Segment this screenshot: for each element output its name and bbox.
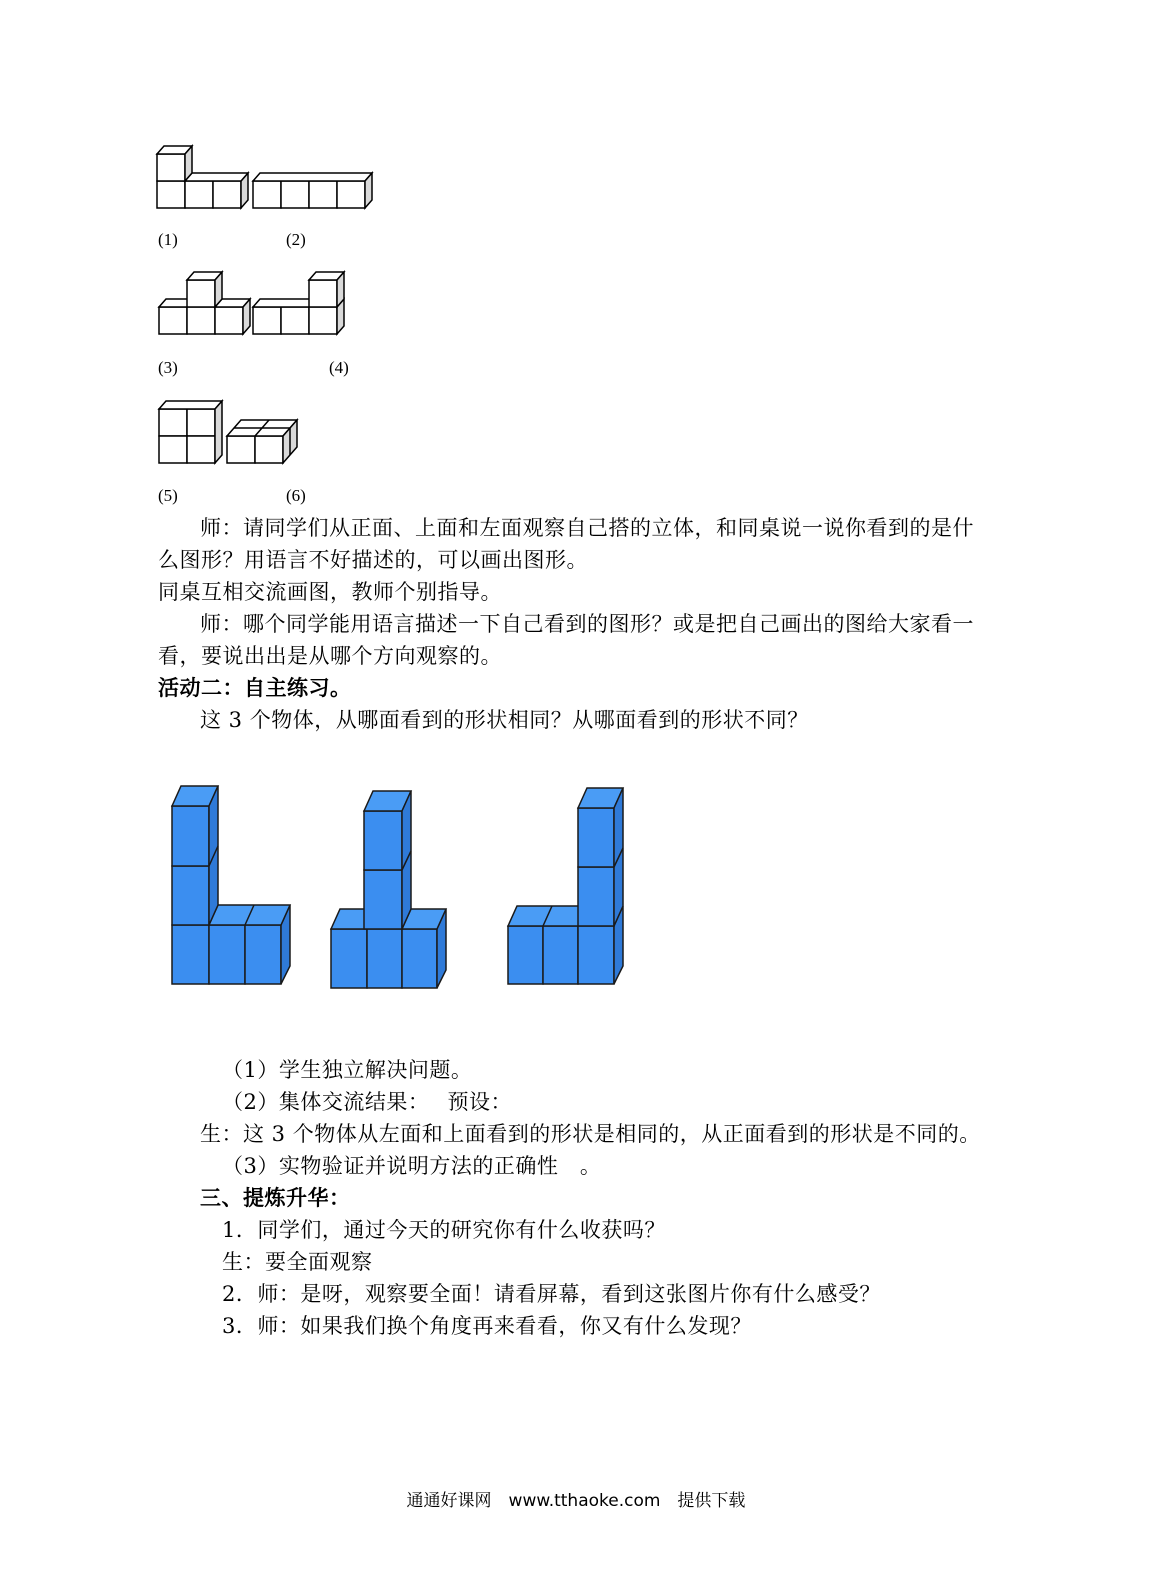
blue-figure-right [508, 788, 623, 984]
question-3: 3．师：如果我们换个角度再来看看，你又有什么发现？ [222, 1314, 752, 1338]
figure-label-2: (2) [286, 230, 306, 249]
figure-label-5: (5) [158, 486, 178, 505]
figure-label-6: (6) [286, 486, 306, 505]
step-2: （2）集体交流结果： 预设： [222, 1090, 513, 1114]
question-2: 2．师：是呀，观察要全面！请看屏幕，看到这张图片你有什么感受？ [222, 1282, 881, 1306]
step-3: （3）实物验证并说明方法的正确性 。 [222, 1154, 602, 1178]
paragraph-3-line-1: 师：哪个同学能用语言描述一下自己看到的图形？或是把自己画出的图给大家看一 [200, 612, 974, 636]
step-1: （1）学生独立解决问题。 [222, 1058, 473, 1082]
paragraph-3-line-2: 看，要说出出是从哪个方向观察的。 [158, 644, 502, 668]
figure-label-1: (1) [158, 230, 178, 249]
student-answer: 生：这 3 个物体从左面和上面看到的形状是相同的，从正面看到的形状是不同的。 [200, 1122, 981, 1146]
blue-figure-middle [331, 791, 446, 988]
paragraph-2: 同桌互相交流画图，教师个别指导。 [158, 580, 502, 604]
paragraph-1-line-1: 师：请同学们从正面、上面和左面观察自己搭的立体，和同桌说一说你看到的是什 [200, 516, 974, 540]
question-1: 1．同学们，通过今天的研究你有什么收获吗？ [222, 1218, 666, 1242]
blue-figure-left [172, 786, 290, 984]
heading-section-three: 三、提炼升华： [200, 1185, 351, 1210]
heading-activity-two: 活动二：自主练习。 [158, 675, 352, 700]
paragraph-1-line-2: 么图形？用语言不好描述的，可以画出图形。 [158, 548, 588, 572]
answer-1: 生：要全面观察 [222, 1250, 373, 1274]
figure-label-3: (3) [158, 358, 178, 377]
page-footer: 通通好课网 www.tthaoke.com 提供下载 [406, 1491, 746, 1511]
paragraph-4: 这 3 个物体，从哪面看到的形状相同？从哪面看到的形状不同？ [200, 708, 809, 732]
figure-label-4: (4) [329, 358, 349, 377]
